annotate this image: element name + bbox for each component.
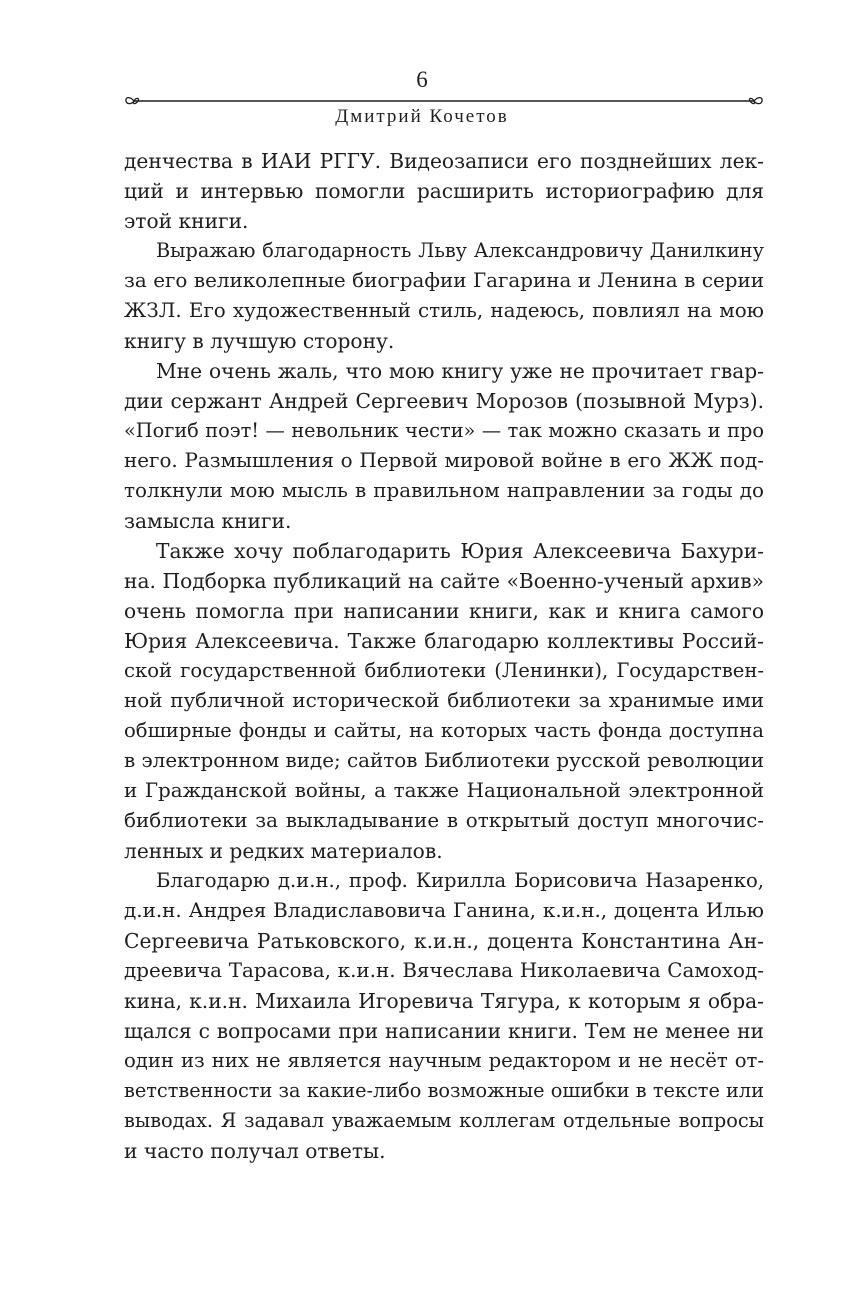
text-line: замысла книги. — [124, 509, 292, 533]
text-line: «Погиб поэт! — невольник чести» — так можно сказать и про — [124, 419, 764, 442]
text-line: на. Подборка публикаций на сайте «Военно-ученый архив» — [124, 569, 764, 593]
running-header-author: Дмитрий Кочетов — [335, 106, 509, 127]
text-line: дреевича Тарасова, к.и.н. Вячеслава Николаевича Самоход- — [124, 959, 764, 982]
paragraph — [124, 236, 764, 356]
text-line: библиотеки за выкладывание в открытый доступ многочис- — [124, 809, 764, 832]
page-number: 6 — [416, 67, 428, 92]
text-line: в электронном виде; сайтов Библиотеки русской революции — [124, 749, 764, 772]
text-line: толкнули мою мысль в правильном направлении за годы до — [124, 479, 764, 502]
text-line: Также хочу поблагодарить Юрия Алексеевича Бахури- — [156, 539, 764, 563]
paragraph — [124, 866, 764, 1166]
text-line: один из них не является научным редактором и не несёт от- — [124, 1049, 764, 1072]
text-line: ской государственной библиотеки (Ленинки), Государствен- — [124, 659, 764, 682]
text-line: Выражаю благодарность Льву Александровичу Данилкину — [156, 239, 764, 262]
text-line: Мне очень жаль, что мою книгу уже не прочитает гвар- — [156, 359, 764, 383]
paragraph — [124, 536, 764, 866]
text-line: ветственности за какие-либо возможные ошибки в тексте или — [124, 1079, 764, 1102]
text-line: ЖЗЛ. Его художественный стиль, надеюсь, повлиял на мою — [124, 299, 764, 322]
text-line: книгу в лучшую сторону. — [124, 329, 395, 353]
text-line: денчества в ИАИ РГГУ. Видеозаписи его позднейших лек- — [124, 149, 764, 173]
text-line: обширные фонды и сайты, на которых часть фонда доступна — [124, 719, 764, 742]
text-line: выводах. Я задавал уважаемым коллегам отдельные вопросы — [124, 1109, 764, 1132]
text-line: ленных и редких материалов. — [124, 839, 443, 863]
text-line: Юрия Алексеевича. Также благодарю коллективы Россий- — [124, 629, 764, 653]
text-line: и часто получал ответы. — [124, 1139, 386, 1163]
text-line: этой книги. — [124, 209, 249, 233]
paragraph — [124, 356, 764, 536]
text-line: ной публичной исторической библиотеки за хранимые ими — [124, 689, 764, 712]
text-line: Сергеевича Ратьковского, к.и.н., доцента Константина Ан- — [124, 929, 764, 953]
body-text — [124, 146, 764, 1166]
text-line: него. Размышления о Первой мировой войне в его ЖЖ под- — [124, 449, 764, 472]
text-line: очень помогла при написании книги, как и книга самого — [124, 599, 764, 623]
paragraph — [124, 146, 764, 236]
text-line: д.и.н. Андрея Владиславовича Ганина, к.и.н., доцента Илью — [124, 899, 764, 922]
text-line: и Гражданской войны, а также Национальной электронной — [124, 779, 764, 802]
text-line: щался с вопросами при написании книги. Тем не менее ни — [124, 1019, 764, 1043]
text-line: Благодарю д.и.н., проф. Кирилла Борисовича Назаренко, — [156, 869, 764, 892]
text-line: ций и интервью помогли расширить историографию для — [124, 179, 764, 203]
text-line: кина, к.и.н. Михаила Игоревича Тягура, к которым я обра- — [124, 989, 764, 1013]
text-line: за его великолепные биографии Гагарина и Ленина в серии — [124, 269, 764, 292]
text-line: дии сержант Андрей Сергеевич Морозов (позывной Мурз). — [124, 389, 764, 413]
